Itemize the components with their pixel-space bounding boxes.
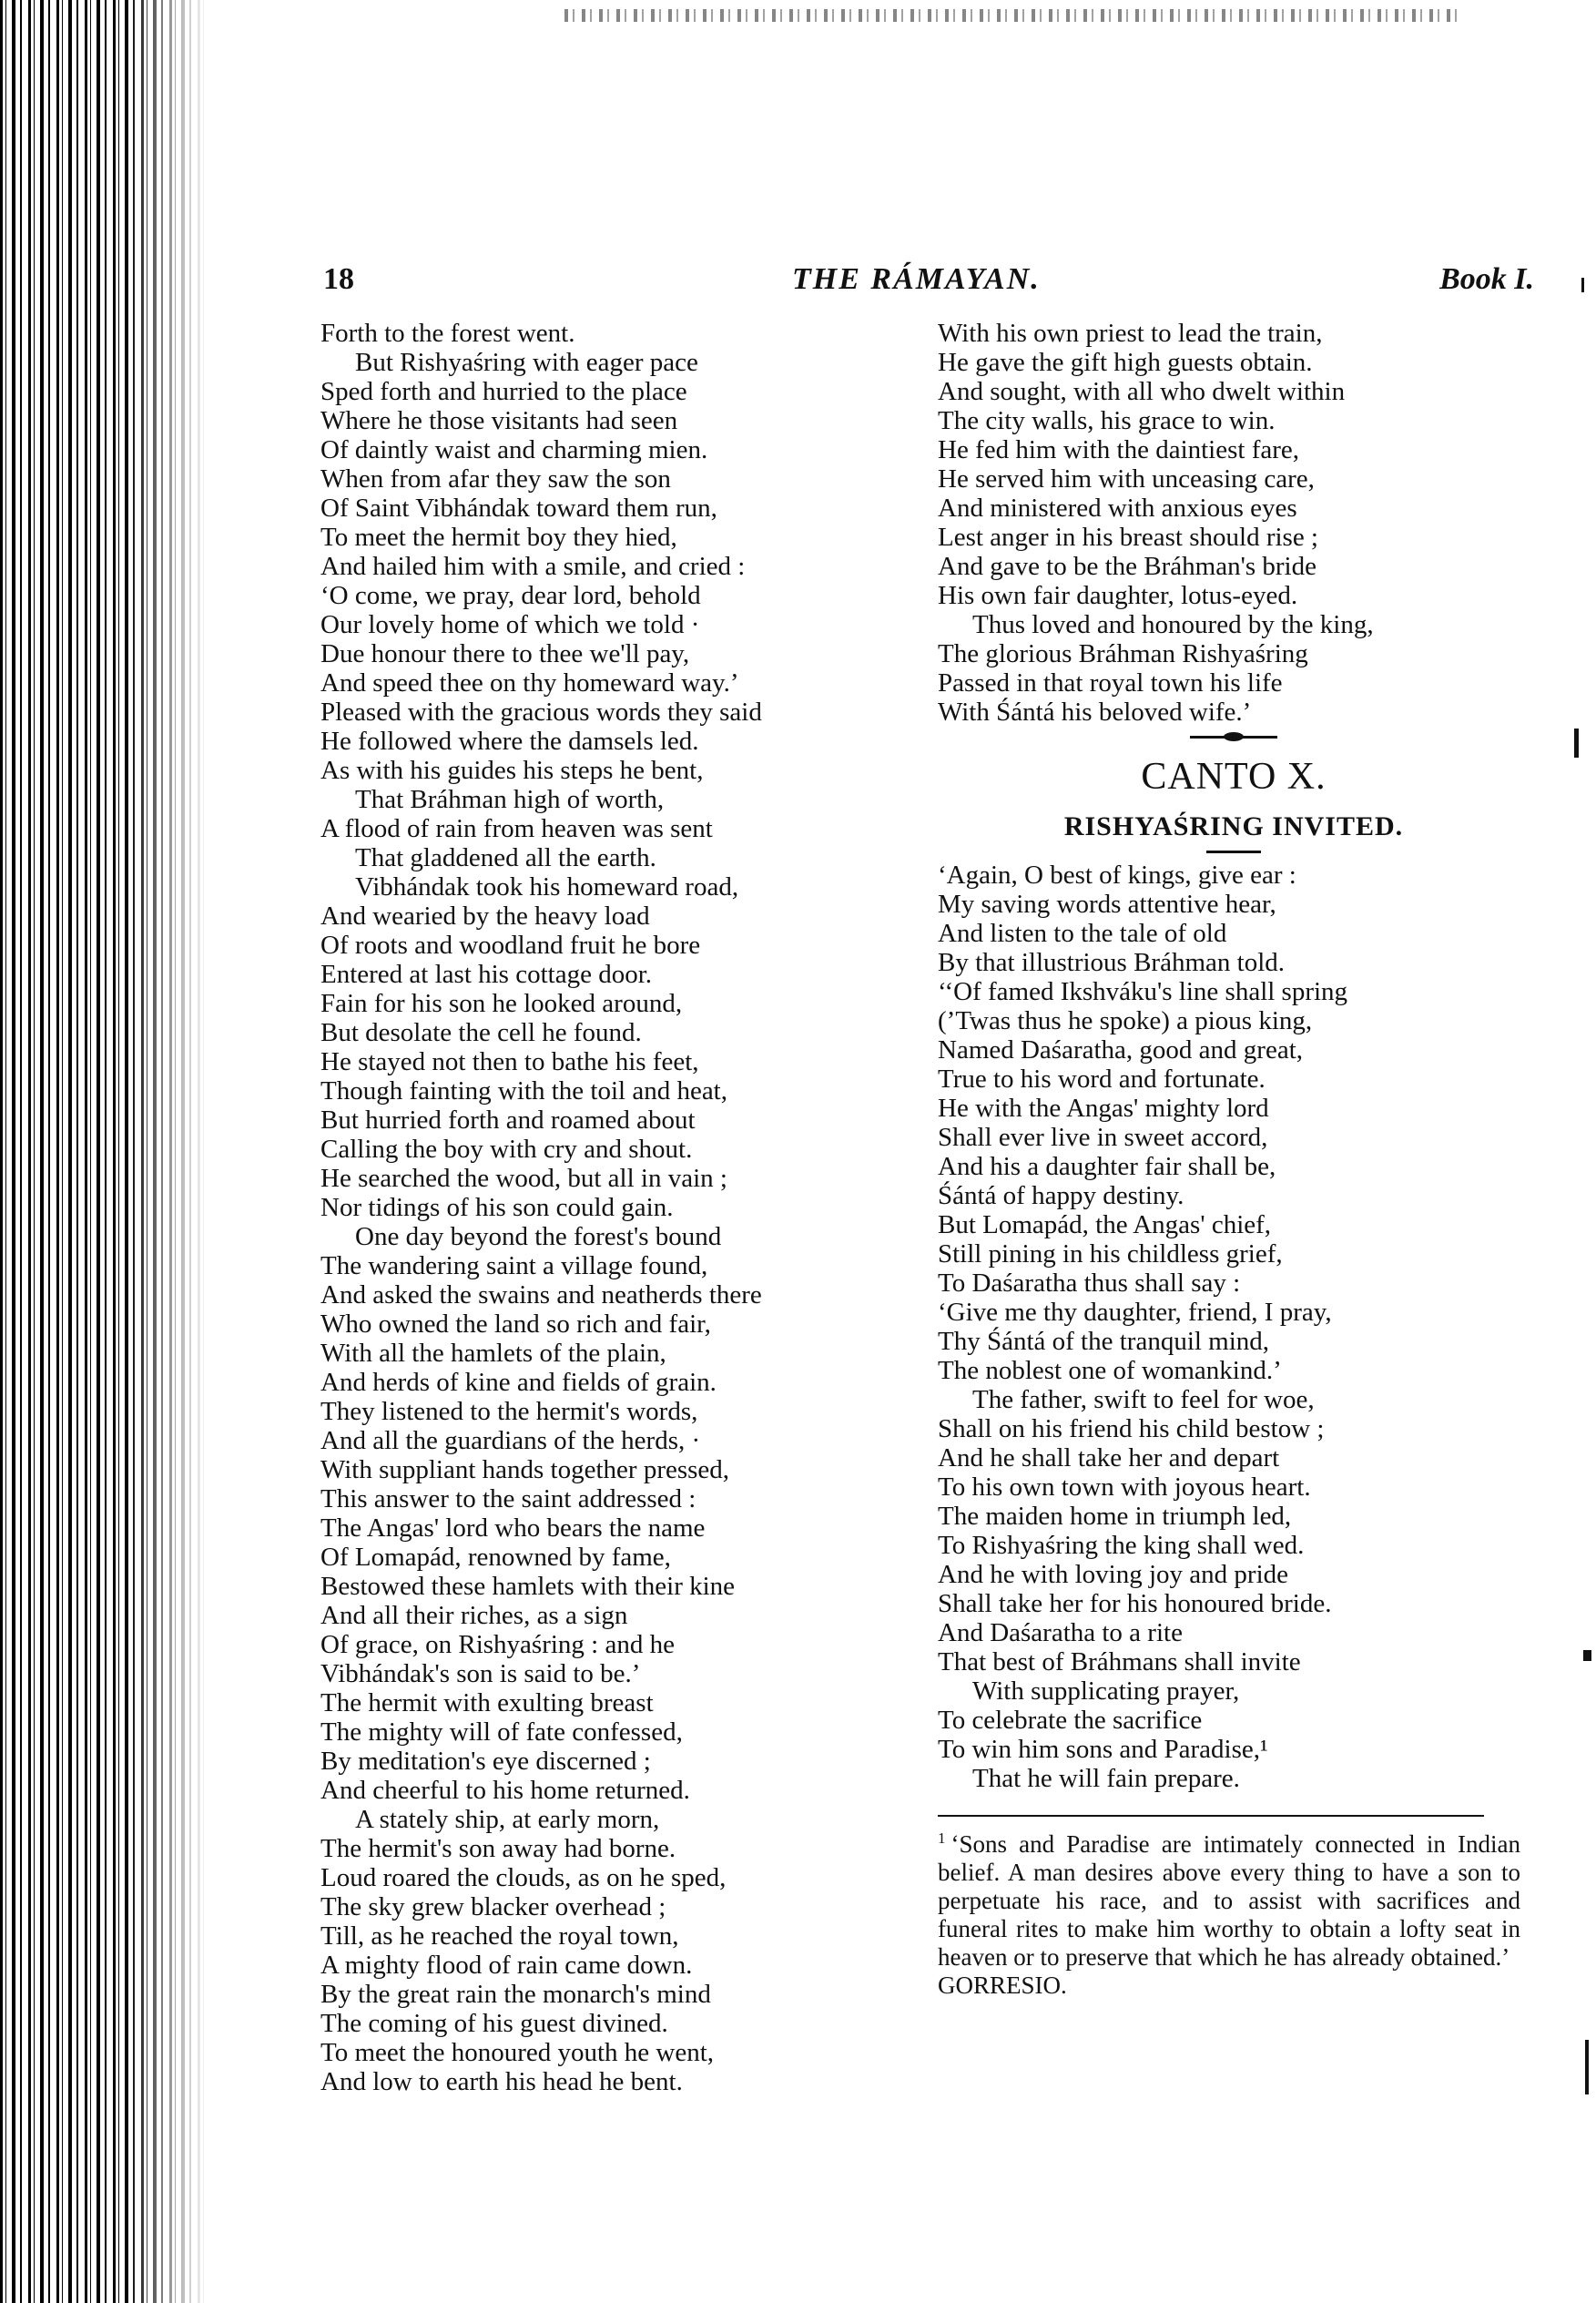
verse-line: The coming of his guest divined. — [320, 2009, 668, 2038]
verse-line: ‘‘Of famed Ikshváku's line shall spring — [938, 977, 1348, 1006]
verse-line: And wearied by the heavy load — [320, 902, 650, 931]
verse-line: Due honour there to thee we'll pay, — [320, 639, 690, 668]
verse-line: When from afar they saw the son — [320, 464, 671, 494]
verse-line: And speed thee on thy homeward way.’ — [320, 668, 739, 698]
margin-mark — [1583, 1650, 1591, 1661]
verse-line: And all the guardians of the herds, · — [320, 1426, 701, 1455]
verse-line: A flood of rain from heaven was sent — [320, 814, 713, 843]
verse-line: He served him with unceasing care, — [938, 464, 1315, 494]
verse-line: Shall take her for his honoured bride. — [938, 1589, 1332, 1618]
verse-line: Of roots and woodland fruit he bore — [320, 931, 701, 960]
verse-line: He fed him with the daintiest fare, — [938, 435, 1300, 464]
verse-line: With all the hamlets of the plain, — [320, 1339, 666, 1368]
verse-line: And herds of kine and fields of grain. — [320, 1368, 717, 1397]
verse-line: A stately ship, at early morn, — [355, 1805, 660, 1834]
verse-line: Fain for his son he looked around, — [320, 989, 683, 1018]
verse-line: Of grace, on Rishyaśring : and he — [320, 1630, 675, 1659]
verse-line: To Daśaratha thus shall say : — [938, 1269, 1241, 1298]
verse-line: And hailed him with a smile, and cried : — [320, 552, 746, 581]
verse-line: To meet the hermit boy they hied, — [320, 523, 677, 552]
verse-line: He followed where the damsels led. — [320, 727, 699, 756]
verse-line: With supplicating prayer, — [972, 1676, 1240, 1706]
verse-line: Named Daśaratha, good and great, — [938, 1035, 1304, 1065]
book-spine-shadow — [0, 0, 209, 2303]
verse-line: Thus loved and honoured by the king, — [972, 610, 1374, 639]
verse-line: By that illustrious Bráhman told. — [938, 948, 1286, 977]
verse-line: Of Saint Vibhándak toward them run, — [320, 494, 717, 523]
footnote-marker: 1 — [938, 1829, 946, 1847]
margin-mark — [1581, 278, 1584, 292]
verse-line: One day beyond the forest's bound — [355, 1222, 722, 1251]
verse-line: A mighty flood of rain came down. — [320, 1951, 693, 1980]
verse-line: True to his word and fortunate. — [938, 1065, 1266, 1094]
verse-line: But desolate the cell he found. — [320, 1018, 642, 1047]
margin-mark — [1585, 2040, 1589, 2094]
verse-line: The hermit's son away had borne. — [320, 1834, 676, 1863]
verse-line: The maiden home in triumph led, — [938, 1502, 1292, 1531]
verse-line: The mighty will of fate confessed, — [320, 1717, 683, 1747]
verse-line: Śántá of happy destiny. — [938, 1181, 1184, 1210]
scan-artifact-top — [564, 9, 1457, 22]
verse-line: The hermit with exulting breast — [320, 1688, 654, 1717]
right-column-verses — [938, 319, 1530, 727]
verse-line: The noblest one of womankind.’ — [938, 1356, 1282, 1385]
verse-line: By the great rain the monarch's mind — [320, 1980, 711, 2009]
verse-line: His own fair daughter, lotus-eyed. — [938, 581, 1298, 610]
running-title: THE RÁMAYAN. — [792, 262, 1041, 296]
verse-line: Of Lomapád, renowned by fame, — [320, 1543, 671, 1572]
verse-line: But Lomapád, the Angas' chief, — [938, 1210, 1272, 1239]
verse-line: That best of Bráhmans shall invite — [938, 1647, 1301, 1676]
verse-line: Vibhándak took his homeward road, — [355, 872, 739, 902]
verse-line: Pleased with the gracious words they said — [320, 698, 762, 727]
verse-line: As with his guides his steps he bent, — [320, 756, 704, 785]
page-number: 18 — [323, 262, 354, 296]
footnote — [938, 1824, 1520, 2000]
verse-line: Sped forth and hurried to the place — [320, 377, 687, 406]
subtitle-rule — [1206, 851, 1261, 853]
verse-line: ‘Give me thy daughter, friend, I pray, — [938, 1298, 1332, 1327]
verse-line: Forth to the forest went. — [320, 319, 575, 348]
verse-line: That he will fain prepare. — [972, 1764, 1240, 1793]
verse-line: To meet the honoured youth he went, — [320, 2038, 715, 2067]
verse-line: With his own priest to lead the train, — [938, 319, 1323, 348]
verse-line: (’Twas thus he spoke) a pious king, — [938, 1006, 1313, 1035]
verse-line: And sought, with all who dwelt within — [938, 377, 1346, 406]
verse-line: Of daintly waist and charming mien. — [320, 435, 708, 464]
footnote-text: ‘Sons and Paradise are intimately connected in Indian belief. A man desires above every thing to have a son to perpetuate his race, and to assist with sacrifices and funeral rites to make him worthy to obtain a lofty seat in heaven or to preserve that which he has already obtained.’ — [938, 1830, 1520, 1971]
canto-verses — [938, 861, 1530, 1793]
verse-line: My saving words attentive hear, — [938, 890, 1276, 919]
right-column — [938, 319, 1530, 2000]
verse-line: Till, as he reached the royal town, — [320, 1921, 679, 1951]
verse-line: The Angas' lord who bears the name — [320, 1513, 706, 1543]
verse-line: And asked the swains and neatherds there — [320, 1280, 762, 1309]
verse-line: The sky grew blacker overhead ; — [320, 1892, 666, 1921]
verse-line: Where he those visitants had seen — [320, 406, 678, 435]
verse-line: ‘Again, O best of kings, give ear : — [938, 861, 1296, 890]
left-column — [320, 319, 921, 2096]
verse-line: But Rishyaśring with eager pace — [355, 348, 698, 377]
verse-line: To win him sons and Paradise,¹ — [938, 1735, 1268, 1764]
verse-line: And gave to be the Bráhman's bride — [938, 552, 1316, 581]
verse-line: Bestowed these hamlets with their kine — [320, 1572, 736, 1601]
verse-line: The wandering saint a village found, — [320, 1251, 708, 1280]
verse-line: That Bráhman high of worth, — [355, 785, 665, 814]
verse-line: The father, swift to feel for woe, — [972, 1385, 1315, 1414]
verse-line: Thy Śántá of the tranquil mind, — [938, 1327, 1270, 1356]
verse-line: Still pining in his childless grief, — [938, 1239, 1283, 1269]
verse-line: The city walls, his grace to win. — [938, 406, 1276, 435]
verse-line: By meditation's eye discerned ; — [320, 1747, 651, 1776]
verse-line: To celebrate the sacrifice — [938, 1706, 1203, 1735]
verse-line: And cheerful to his home returned. — [320, 1776, 690, 1805]
verse-line: With Śántá his beloved wife.’ — [938, 698, 1252, 727]
verse-line: Shall on his friend his child bestow ; — [938, 1414, 1325, 1443]
book-label: Book I. — [1439, 262, 1534, 296]
verse-line: And low to earth his head he bent. — [320, 2067, 683, 2096]
verse-line: But hurried forth and roamed about — [320, 1106, 696, 1135]
verse-line: Our lovely home of which we told · — [320, 610, 700, 639]
verse-line: And ministered with anxious eyes — [938, 494, 1297, 523]
verse-line: Shall ever live in sweet accord, — [938, 1123, 1268, 1152]
verse-line: Loud roared the clouds, as on he sped, — [320, 1863, 727, 1892]
verse-line: Vibhándak's son is said to be.’ — [320, 1659, 641, 1688]
verse-line: Though fainting with the toil and heat, — [320, 1076, 727, 1106]
margin-mark — [1574, 729, 1579, 758]
verse-line: Entered at last his cottage door. — [320, 960, 653, 989]
verse-line: He with the Angas' mighty lord — [938, 1094, 1269, 1123]
verse-line: And he shall take her and depart — [938, 1443, 1280, 1472]
verse-line: This answer to the saint addressed : — [320, 1484, 696, 1513]
verse-line: Nor tidings of his son could gain. — [320, 1193, 674, 1222]
running-header — [323, 262, 1534, 304]
verse-line: With suppliant hands together pressed, — [320, 1455, 730, 1484]
verse-line: And all their riches, as a sign — [320, 1601, 628, 1630]
verse-line: And Daśaratha to a rite — [938, 1618, 1183, 1647]
verse-line: Who owned the land so rich and fair, — [320, 1309, 711, 1339]
canto-subtitle: RISHYAŚRING INVITED. — [1063, 811, 1404, 841]
verse-line: And listen to the tale of old — [938, 919, 1227, 948]
verse-line: To Rishyaśring the king shall wed. — [938, 1531, 1305, 1560]
verse-line: He searched the wood, but all in vain ; — [320, 1164, 727, 1193]
verse-line: And his a daughter fair shall be, — [938, 1152, 1276, 1181]
verse-line: The glorious Bráhman Rishyaśring — [938, 639, 1308, 668]
verse-line: And he with loving joy and pride — [938, 1560, 1289, 1589]
verse-line: To his own town with joyous heart. — [938, 1472, 1311, 1502]
verse-line: Passed in that royal town his life — [938, 668, 1283, 698]
footnote-author: GORRESIO. — [938, 1972, 1067, 1999]
canto-heading: CANTO X. — [1141, 756, 1327, 798]
verse-line: That gladdened all the earth. — [355, 843, 656, 872]
verse-line: Lest anger in his breast should rise ; — [938, 523, 1318, 552]
section-ornament — [938, 727, 1530, 747]
verse-line: He stayed not then to bathe his feet, — [320, 1047, 699, 1076]
footnote-rule — [938, 1815, 1484, 1817]
verse-line: He gave the gift high guests obtain. — [938, 348, 1313, 377]
verse-line: Calling the boy with cry and shout. — [320, 1135, 693, 1164]
verse-line: ‘O come, we pray, dear lord, behold — [320, 581, 701, 610]
verse-line: They listened to the hermit's words, — [320, 1397, 698, 1426]
